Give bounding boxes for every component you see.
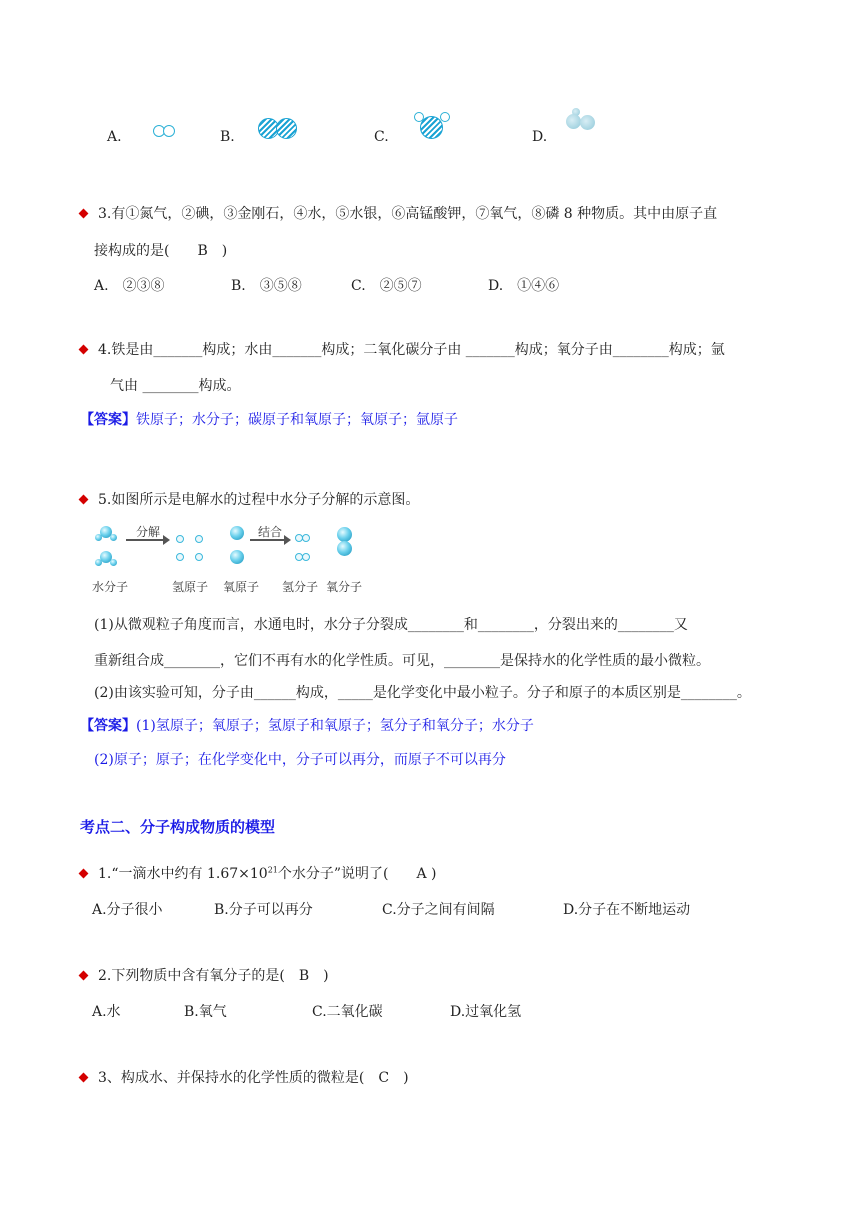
s2-q1-prefix: 1.“一滴水中约有 1.67×10: [98, 866, 268, 882]
q5-answer-line1: (1)氢原子；氧原子；氢原子和氧原子；氢分子和氧分子；水分子: [136, 718, 534, 734]
top-option-a-image: [153, 125, 177, 137]
s2-q2-option-c: C.二氧化碳: [312, 1004, 383, 1020]
top-option-d-image: [566, 108, 600, 136]
q3-option-b: B. ③⑤⑧: [231, 278, 302, 294]
s2-q2-text: 2.下列物质中含有氧分子的是( B ): [98, 968, 329, 984]
s2-q1-option-a: A.分子很小: [92, 902, 163, 918]
top-option-c-image: [414, 110, 450, 140]
label-water-molecule: 水分子: [92, 580, 129, 594]
s2-q1-bullet-icon: [79, 869, 89, 879]
s2-q1-suffix: 个水分子”说明了( A ): [277, 866, 437, 882]
label-hydrogen-molecule: 氢分子: [282, 580, 319, 594]
decompose-arrow-icon: [126, 539, 166, 541]
label-oxygen-atom: 氧原子: [223, 580, 260, 594]
q3-bullet-icon: [79, 209, 89, 219]
q5-part2: (2)由该实验可知，分子由______构成，_____是化学变化中最小粒子。分子和原子的本质区别是________。: [94, 685, 751, 701]
q4-bullet-icon: [79, 345, 89, 355]
q3-line1: 3.有①氮气，②碘，③金刚石，④水，⑤水银，⑥高锰酸钾，⑦氧气，⑧磷 8 种物质。其中由原子直: [98, 206, 718, 222]
label-oxygen-molecule: 氧分子: [326, 580, 363, 594]
label-hydrogen-atom: 氢原子: [172, 580, 209, 594]
s2-q2-option-d: D.过氧化氢: [450, 1004, 522, 1020]
s2-q1-option-c: C.分子之间有间隔: [382, 902, 495, 918]
q4-answer-label: 【答案】: [80, 412, 136, 428]
top-option-c-label: C.: [374, 129, 389, 145]
s2-q1-text: [98, 863, 437, 883]
s2-q1-option-b: B.分子可以再分: [214, 902, 313, 918]
q5-answer-label: 【答案】: [80, 718, 136, 734]
q3-option-a: A. ②③⑧: [94, 278, 165, 294]
q5-part1-line1: (1)从微观粒子角度而言，水通电时，水分子分裂成________和________，分裂出来的________又: [94, 617, 688, 633]
combine-arrow-icon: [250, 539, 286, 541]
electrolysis-figure: [92, 522, 377, 572]
s2-q2-option-b: B.氧气: [184, 1004, 227, 1020]
decompose-label: 分解: [136, 525, 161, 539]
q5-line1: 5.如图所示是电解水的过程中水分子分解的示意图。: [98, 492, 420, 508]
q5-answer: [80, 715, 534, 735]
s2-q3-bullet-icon: [79, 1073, 89, 1083]
q4-answer: [80, 409, 458, 429]
q5-bullet-icon: [79, 495, 89, 505]
s2-q1-option-d: D.分子在不断地运动: [563, 902, 691, 918]
q5-answer-line2: (2)原子；原子；在化学变化中，分子可以再分，而原子不可以再分: [94, 752, 506, 768]
q3-line2: 接构成的是( B ): [94, 243, 228, 259]
top-option-d-label: D.: [532, 129, 548, 145]
combine-label: 结合: [258, 525, 283, 539]
s2-q3-text: 3、构成水、并保持水的化学性质的微粒是( C ): [98, 1070, 409, 1086]
q4-line1: 4.铁是由_______构成；水由_______构成；二氧化碳分子由 _______构成；氧分子由________构成；氩: [98, 342, 725, 358]
section-title: 考点二、分子构成物质的模型: [80, 818, 276, 836]
q4-answer-text: 铁原子；水分子；碳原子和氧原子；氧原子；氩原子: [136, 412, 458, 428]
top-option-b-image: [258, 118, 300, 140]
q3-option-c: C. ②⑤⑦: [351, 278, 422, 294]
top-option-b-label: B.: [220, 129, 235, 145]
q3-option-d: D. ①④⑥: [488, 278, 560, 294]
s2-q2-option-a: A.水: [92, 1004, 121, 1020]
top-option-a-label: A.: [107, 129, 122, 145]
q4-line2: 气由 ________构成。: [110, 378, 241, 394]
s2-q1-exponent: 21: [267, 865, 278, 875]
q5-part1-line2: 重新组合成________，它们不再有水的化学性质。可见，________是保持水的化学性质的最小微粒。: [94, 653, 710, 669]
s2-q2-bullet-icon: [79, 971, 89, 981]
